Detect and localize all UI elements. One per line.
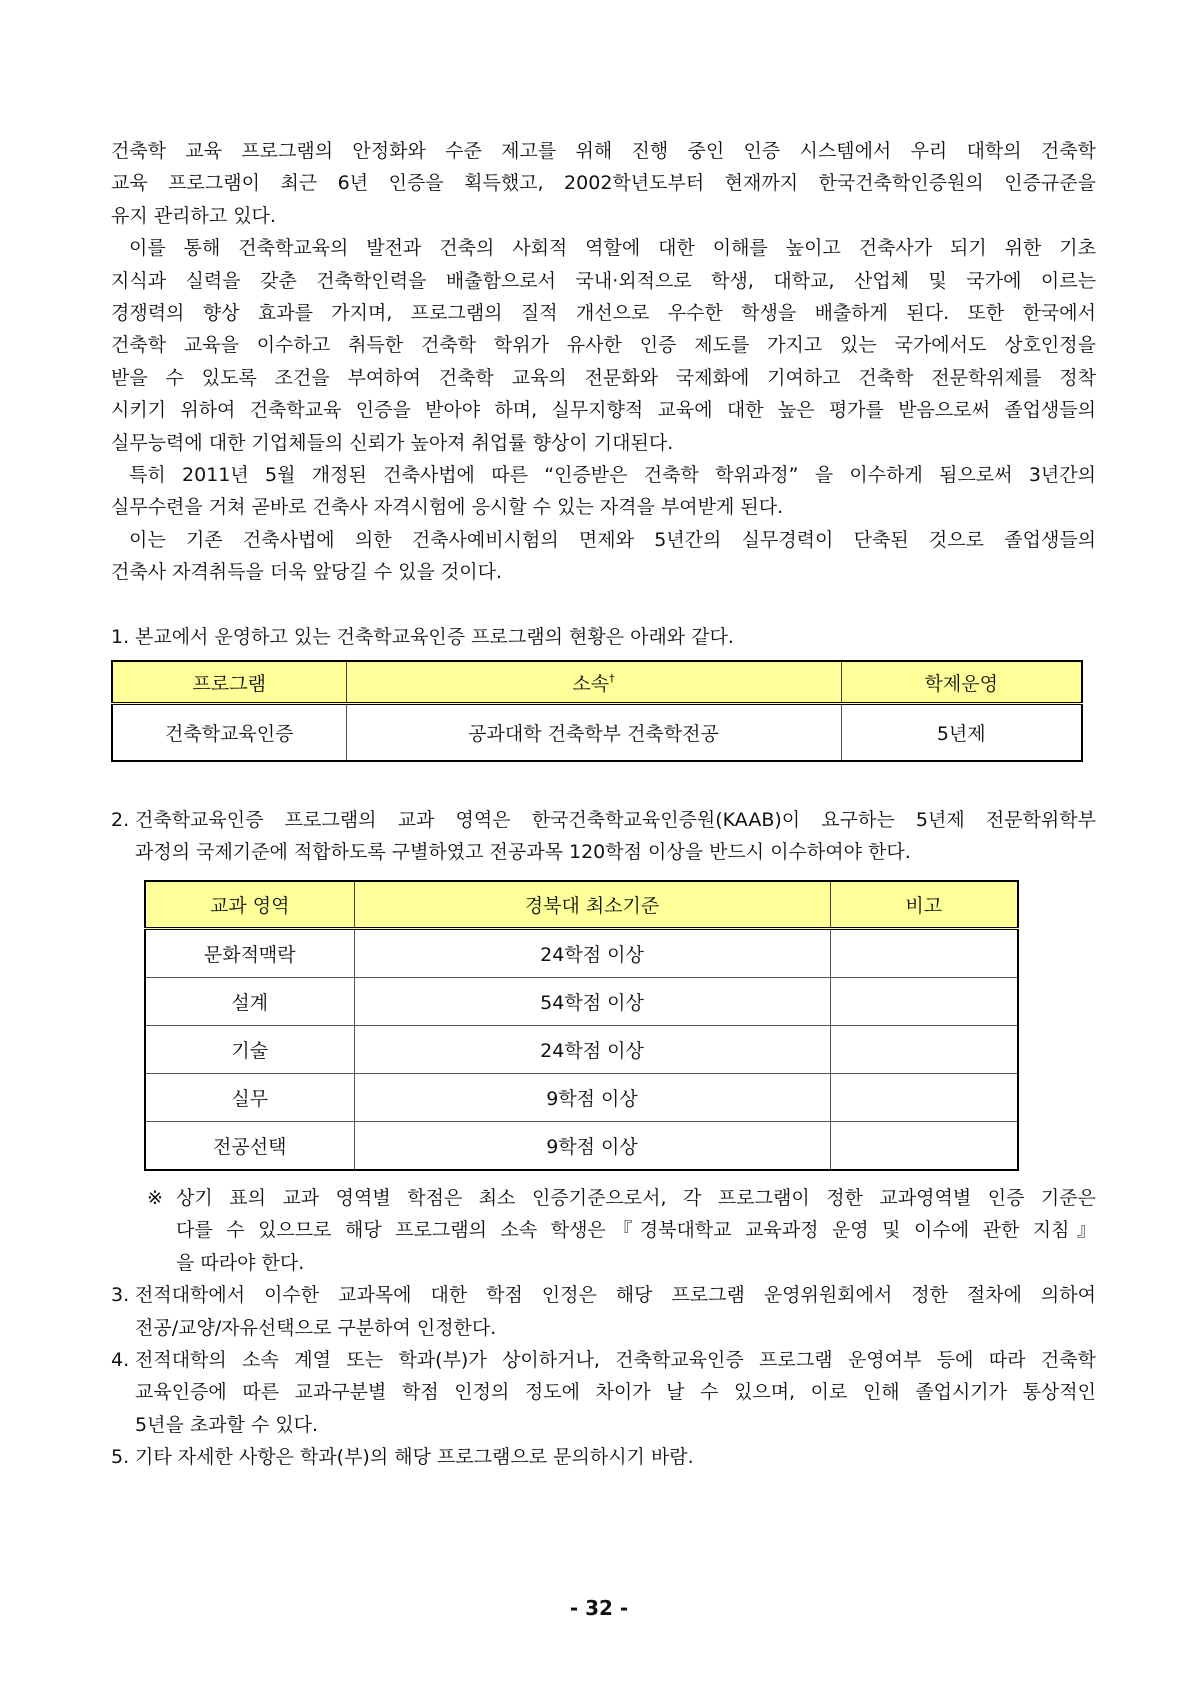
header-program: 프로그램 [112, 661, 346, 704]
cell-remarks [830, 978, 1018, 1026]
header-minimum: 경북대 최소기준 [354, 881, 830, 929]
text-line: 이는 기존 건축사법에 의한 건축사예비시험의 면제와 5년간의 실무경력이 단축된 것으로 졸업생들의 [129, 528, 1096, 551]
reference-mark: ※ [147, 1187, 163, 1209]
text-line: 과정의 국제기준에 적합하도록 구별하였고 전공과목 120학점 이상을 반드시 이수하여야 한다. [135, 841, 911, 864]
paragraph [111, 524, 1096, 589]
cell-minimum: 9학점 이상 [354, 1074, 830, 1122]
page-number: - 32 - [569, 1596, 629, 1620]
cell-minimum: 24학점 이상 [354, 929, 830, 978]
text-line: 다를 수 있으므로 해당 프로그램의 소속 학생은『경북대학교 교육과정 운영 및 이수에 관한 지침』 [176, 1219, 1096, 1242]
intro-text [111, 135, 1096, 589]
paragraph [111, 232, 1096, 459]
table-header-row [145, 881, 1018, 929]
table-row [145, 1074, 1018, 1122]
text-line: 유지 관리하고 있다. [111, 204, 276, 227]
cell-area: 문화적맥락 [145, 929, 354, 978]
cell-system: 5년제 [841, 704, 1082, 762]
header-system: 학제운영 [841, 661, 1082, 704]
header-area: 교과 영역 [145, 881, 354, 929]
paragraph [111, 135, 1096, 232]
header-remarks: 비고 [830, 881, 1018, 929]
cell-remarks [830, 1074, 1018, 1122]
cell-remarks [830, 929, 1018, 978]
text-line: 교육 프로그램이 최근 6년 인증을 획득했고, 2002학년도부터 현재까지 한국건축학인증원의 인증규준을 [111, 172, 1096, 195]
list-item-4 [111, 1344, 1096, 1441]
table-header-row [112, 661, 1082, 704]
text-line: 실무능력에 대한 기업체들의 신뢰가 높아져 취업률 향상이 기대된다. [111, 431, 674, 454]
text-line: 건축학 교육 프로그램의 안정화와 수준 제고를 위해 진행 중인 인증 시스템에서 우리 대학의 건축학 [111, 140, 1096, 162]
note-text [176, 1182, 1096, 1279]
text-line: 상기 표의 교과 영역별 학점은 최소 인증기준으로서, 각 프로그램이 정한 교과영역별 인증 기준은 [176, 1187, 1096, 1209]
list-number: 4. [111, 1349, 130, 1372]
text-line: 5년을 초과할 수 있다. [135, 1413, 319, 1436]
paragraph [111, 459, 1096, 524]
table-note [111, 1182, 1096, 1279]
text-line: 시키기 위하여 건축학교육 인증을 받아야 하며, 실무지향적 교육에 대한 높은 평가를 받음으로써 졸업생들의 [111, 399, 1096, 422]
text-line: 전적대학에서 이수한 교과목에 대한 학점 인정은 해당 프로그램 운영위원회에서 정한 절차에 의하여 [135, 1284, 1096, 1307]
list-item-text [135, 1279, 1096, 1344]
text-line: 전공/교양/자유선택으로 구분하여 인정한다. [135, 1316, 497, 1339]
cell-area: 전공선택 [145, 1122, 354, 1171]
text-line: 을 따라야 한다. [176, 1251, 305, 1274]
table-row [145, 1026, 1018, 1074]
text-line: 건축학 교육을 이수하고 취득한 건축학 학위가 유사한 인증 제도를 가지고 있는 국가에서도 상호인정을 [111, 334, 1096, 357]
cell-remarks [830, 1122, 1018, 1171]
text-line: 경쟁력의 향상 효과를 가지며, 프로그램의 질적 개선으로 우수한 학생을 배출하게 된다. 또한 한국에서 [111, 302, 1096, 325]
cell-minimum: 9학점 이상 [354, 1122, 830, 1171]
text-line: 이를 통해 건축학교육의 발전과 건축의 사회적 역할에 대한 이해를 높이고 건축사가 되기 위한 기초 [129, 237, 1096, 260]
cell-minimum: 24학점 이상 [354, 1026, 830, 1074]
cell-affiliation: 공과대학 건축학부 건축학전공 [346, 704, 841, 762]
program-status-table [111, 660, 1083, 762]
cell-remarks [830, 1026, 1018, 1074]
list-item-2 [111, 804, 1096, 869]
text-line: 본교에서 운영하고 있는 건축학교육인증 프로그램의 현황은 아래와 같다. [135, 626, 734, 648]
table-row [145, 1122, 1018, 1171]
header-affiliation: 소속† [346, 661, 841, 704]
text-line: 기타 자세한 사항은 학과(부)의 해당 프로그램으로 문의하시기 바람. [135, 1446, 694, 1469]
list-item-5 [111, 1441, 1096, 1473]
list-item-text [135, 621, 1096, 653]
notes-section [111, 1182, 1096, 1474]
dagger-mark: † [609, 671, 615, 685]
list-item-1 [111, 621, 1096, 653]
cell-program: 건축학교육인증 [112, 704, 346, 762]
text-line: 지식과 실력을 갖춘 건축학인력을 배출함으로서 국내·외적으로 학생, 대학교, 산업체 및 국가에 이르는 [111, 269, 1096, 292]
text-line: 건축사 자격취득을 더욱 앞당길 수 있을 것이다. [111, 561, 503, 584]
cell-area: 기술 [145, 1026, 354, 1074]
list-item-text [135, 1344, 1096, 1441]
table-row [145, 929, 1018, 978]
table-row [145, 978, 1018, 1026]
text-line: 전적대학의 소속 계열 또는 학과(부)가 상이하거나, 건축학교육인증 프로그램 운영여부 등에 따라 건축학 [135, 1349, 1096, 1372]
list-number: 5. [111, 1446, 130, 1469]
list-item-text [135, 804, 1096, 869]
list-item-text [135, 1441, 1096, 1473]
text-line: 특히 2011년 5월 개정된 건축사법에 따른 “인증받은 건축학 학위과정” 을 이수하게 됨으로써 3년간의 [129, 464, 1096, 487]
text-line: 실무수련을 거쳐 곧바로 건축사 자격시험에 응시할 수 있는 자격을 부여받게 된다. [111, 496, 784, 519]
list-number: 1. [111, 626, 130, 648]
list-number: 2. [111, 809, 130, 831]
table-row [112, 704, 1082, 762]
curriculum-area-table [144, 880, 1019, 1171]
list-item-3 [111, 1279, 1096, 1344]
cell-area: 설계 [145, 978, 354, 1026]
text-line: 받을 수 있도록 조건을 부여하여 건축학 교육의 전문화와 국제화에 기여하고 건축학 전문학위제를 정착 [111, 366, 1096, 389]
list-number: 3. [111, 1284, 130, 1307]
cell-minimum: 54학점 이상 [354, 978, 830, 1026]
text-line: 건축학교육인증 프로그램의 교과 영역은 한국건축학교육인증원(KAAB)이 요구하는 5년제 전문학위학부 [135, 809, 1096, 831]
cell-area: 실무 [145, 1074, 354, 1122]
text-line: 교육인증에 따른 교과구분별 학점 인정의 정도에 차이가 날 수 있으며, 이로 인해 졸업시기가 통상적인 [135, 1381, 1096, 1404]
